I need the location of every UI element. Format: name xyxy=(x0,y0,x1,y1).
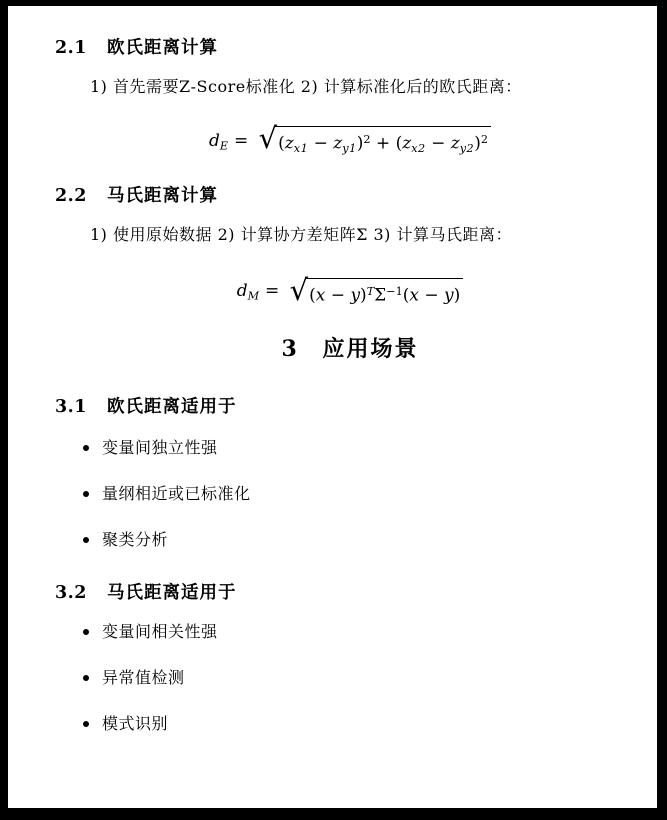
list-item xyxy=(55,667,645,689)
bullet-text: 模式识别 xyxy=(102,714,169,733)
bullet-text: 变量间独立性强 xyxy=(102,438,218,457)
section-heading-2-1 xyxy=(55,36,645,60)
section-title: 欧氏距离适用于 xyxy=(106,397,237,417)
list-item xyxy=(55,529,645,551)
section-heading-2-2 xyxy=(55,184,645,208)
bullet-icon xyxy=(83,675,89,681)
bullet-text: 量纲相近或已标准化 xyxy=(102,484,251,503)
paragraph-euclidean-steps: 1) 首先需要Z-Score标准化 2) 计算标准化后的欧氏距离： xyxy=(90,77,522,96)
bullet-text: 异常值检测 xyxy=(102,668,185,687)
chapter-heading-applications xyxy=(55,334,645,365)
chapter-title: 应用场景 xyxy=(322,337,419,362)
section-number: 2.1 xyxy=(55,38,87,58)
section-number: 3.2 xyxy=(55,583,87,603)
square-root-symbol: √ xyxy=(258,120,278,155)
list-item xyxy=(55,713,645,735)
list-item xyxy=(55,621,645,643)
section-heading-3-1 xyxy=(55,395,645,419)
bullet-text: 变量间相关性强 xyxy=(102,622,218,641)
section-title: 马氏距离计算 xyxy=(106,186,218,206)
formula-euclidean-distance: dE = √ $(zx1 - zy1)^2 + (zx2 - zy2)^2$ xyxy=(55,116,645,168)
bullet-icon xyxy=(83,629,89,635)
mahalanobis-use-cases-list xyxy=(55,621,645,735)
page-content xyxy=(8,6,657,735)
section-title: 马氏距离适用于 xyxy=(106,583,237,603)
section-number: 3.1 xyxy=(55,397,87,417)
bullet-icon xyxy=(83,537,89,543)
square-root-symbol: √ xyxy=(289,273,309,308)
section-heading-3-2 xyxy=(55,581,645,605)
bullet-icon xyxy=(83,721,89,727)
bullet-text: 聚类分析 xyxy=(102,530,169,549)
bullet-icon xyxy=(83,445,89,451)
bullet-icon xyxy=(83,491,89,497)
document-page xyxy=(8,6,657,808)
paragraph-mahalanobis-steps: 1) 使用原始数据 2) 计算协方差矩阵Σ 3) 计算马氏距离： xyxy=(90,225,513,244)
formula-mahalanobis-distance: dM = √ $(x - y)^T\Sigma^{-1}(x - y)$ xyxy=(55,270,645,314)
list-item xyxy=(55,437,645,459)
chapter-number: 3 xyxy=(281,336,297,362)
euclidean-use-cases-list xyxy=(55,437,645,551)
list-item xyxy=(55,483,645,505)
section-title: 欧氏距离计算 xyxy=(106,38,218,58)
section-number: 2.2 xyxy=(55,186,87,206)
